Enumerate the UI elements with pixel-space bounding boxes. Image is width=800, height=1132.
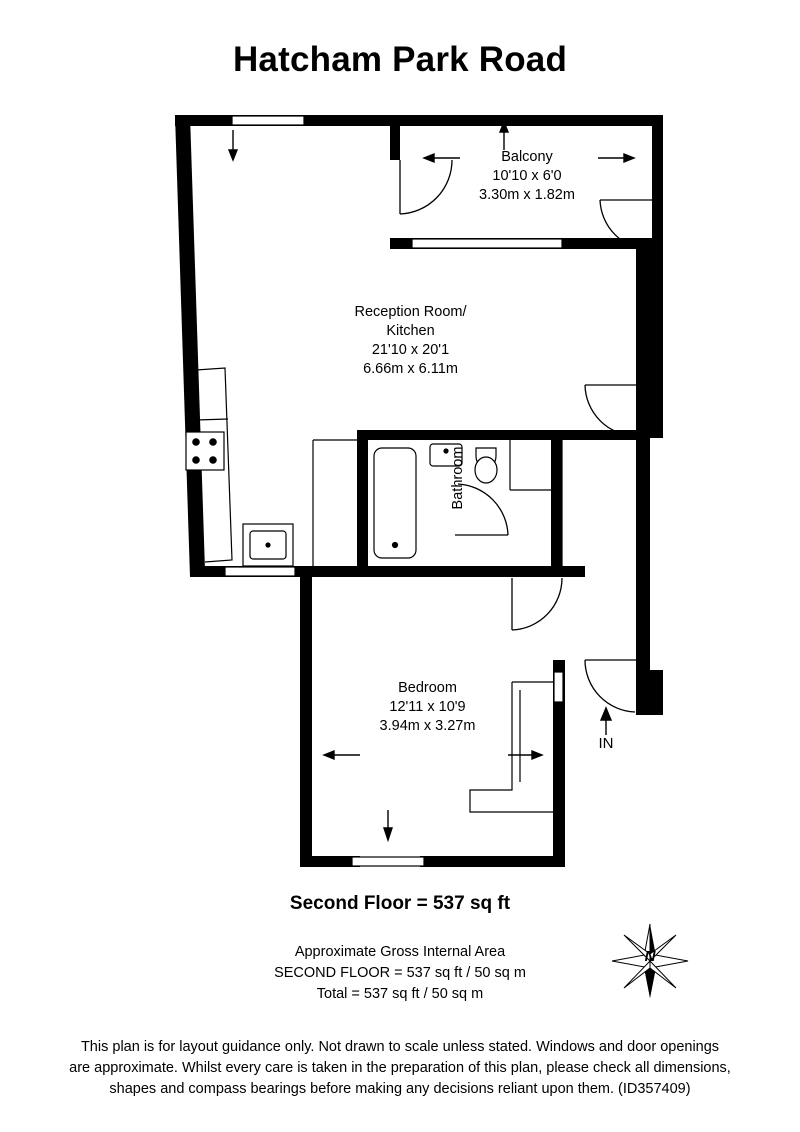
room-name-bathroom: Bathroom — [450, 446, 466, 510]
area-summary-line-1: Approximate Gross Internal Area — [294, 944, 506, 960]
wall-structure — [175, 115, 663, 867]
room-label-bathroom — [450, 428, 466, 528]
disclaimer-text — [0, 1037, 800, 1100]
room-name-reception: Reception Room/ — [354, 304, 467, 320]
room-dim-imperial-bedroom: 12'11 x 10'9 — [389, 699, 466, 715]
disclaimer-line-3: shapes and compass bearings before making any decisions reliant upon them. (ID357409) — [109, 1081, 691, 1097]
area-summary-line-3: Total = 537 sq ft / 50 sq m — [316, 986, 484, 1002]
room-label-bedroom — [330, 679, 525, 736]
room-name-bedroom: Bedroom — [398, 680, 457, 696]
disclaimer-line-1: This plan is for layout guidance only. Not drawn to scale unless stated. Windows and door openings — [80, 1039, 720, 1055]
room-dim-imperial-reception: 21'10 x 20'1 — [371, 342, 450, 358]
page-title: Hatcham Park Road — [232, 40, 568, 79]
entrance-label: IN — [598, 735, 614, 752]
room-name-reception-2: Kitchen — [386, 323, 435, 339]
disclaimer-line-2: are approximate. Whilst every care is taken in the preparation of this plan, please check all dimensions, — [69, 1060, 731, 1076]
room-label-reception — [278, 303, 543, 379]
room-dim-metric-balcony: 3.30m x 1.82m — [479, 187, 575, 203]
compass-label-wrap — [604, 922, 696, 1014]
area-summary-line-2: SECOND FLOOR = 537 sq ft / 50 sq m — [274, 965, 526, 981]
room-dim-imperial-balcony: 10'10 x 6'0 — [492, 168, 562, 184]
room-name-balcony: Balcony — [501, 149, 553, 165]
compass-north-label: N — [644, 948, 656, 965]
room-dim-metric-bedroom: 3.94m x 3.27m — [379, 718, 476, 734]
room-dim-metric-reception: 6.66m x 6.11m — [363, 361, 458, 377]
floor-area-heading: Second Floor = 537 sq ft — [289, 893, 511, 914]
room-label-balcony — [432, 148, 622, 205]
